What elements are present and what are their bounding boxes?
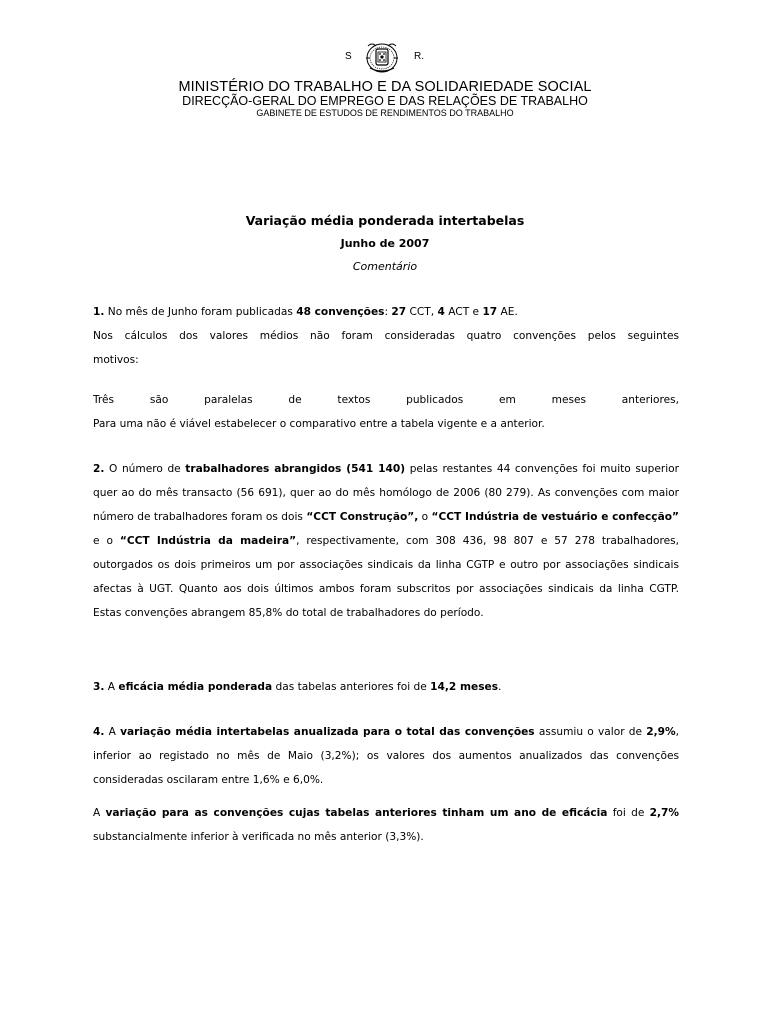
- document-subtitle: Comentário: [352, 260, 418, 273]
- paragraph-1-line: 1. No mês de Junho foram publicadas 48 convenções: 27 CCT, 4 ACT e 17 AE.: [93, 306, 518, 318]
- emblem-letter-r: R.: [414, 51, 424, 62]
- reason-line-2: Para uma não é viável estabelecer o comparativo entre a tabela vigente e a anterior.: [93, 418, 545, 430]
- paragraph-5: A variação para as convenções cujas tabelas anteriores tinham um ano de eficácia foi de 2,7% substancialmente inferior à verificada no mês anterior (3,3%).: [93, 807, 679, 843]
- paragraph-3: 3. A eficácia média ponderada das tabelas anteriores foi de 14,2 meses.: [93, 681, 502, 693]
- coat-of-arms-icon: [364, 40, 400, 74]
- directorate-name: DIRECÇÃO-GERAL DO EMPREGO E DAS RELAÇÕES DE TRABALHO: [182, 94, 588, 108]
- paragraph-1-details: [93, 388, 679, 436]
- paragraph-number: 2.: [93, 463, 105, 475]
- document-title: Variação média ponderada intertabelas: [245, 213, 525, 228]
- emblem-letter-s: S: [345, 51, 352, 62]
- paragraph-1: [93, 300, 679, 372]
- paragraph-4: 4. A variação média intertabelas anualizada para o total das convenções assumiu o valor de 2,9%, inferior ao registado no mês de Maio (3,2%); os valores dos aumentos anualizados das convenções consideradas oscilaram entre 1,6% e 6,0%.: [93, 726, 680, 786]
- paragraph-number: 4.: [93, 726, 105, 738]
- paragraph-number: 3.: [93, 681, 105, 693]
- paragraph-number: 1.: [93, 306, 105, 318]
- paragraph-1-reasons-end: motivos:: [93, 354, 139, 366]
- letterhead-emblem: [0, 40, 770, 74]
- office-name: GABINETE DE ESTUDOS DE RENDIMENTOS DO TRABALHO: [256, 108, 514, 118]
- paragraph-1-reasons-line: Nos cálculos dos valores médios não foram consideradas quatro convenções pelos seguintes: [93, 330, 679, 342]
- ministry-name: MINISTÉRIO DO TRABALHO E DA SOLIDARIEDADE SOCIAL: [178, 79, 592, 95]
- reason-line-1: Três são paralelas de textos publicados em meses anteriores,: [93, 394, 679, 406]
- paragraph-2: 2. O número de trabalhadores abrangidos (541 140) pelas restantes 44 convenções foi muito superior quer ao do mês transacto (56 691), quer ao do mês homólogo de 2006 (80 279). As convenções com maior número de trabalhadores foram os dois “CCT Construção”, o “CCT Indústria de vestuário e confecção” e o “CCT Indústria da madeira”, respectivamente, com 308 436, 98 807 e 57 278 trabalhadores, outorgados os dois primeiros um por associações sindicais da linha CGTP e outro por associações sindicais afectas à UGT. Quanto aos dois últimos ambos foram subscritos por associações sindicais da linha CGTP. Estas convenções abrangem 85,8% do total de trabalhadores do período.: [93, 463, 679, 619]
- document-date: Junho de 2007: [340, 237, 430, 250]
